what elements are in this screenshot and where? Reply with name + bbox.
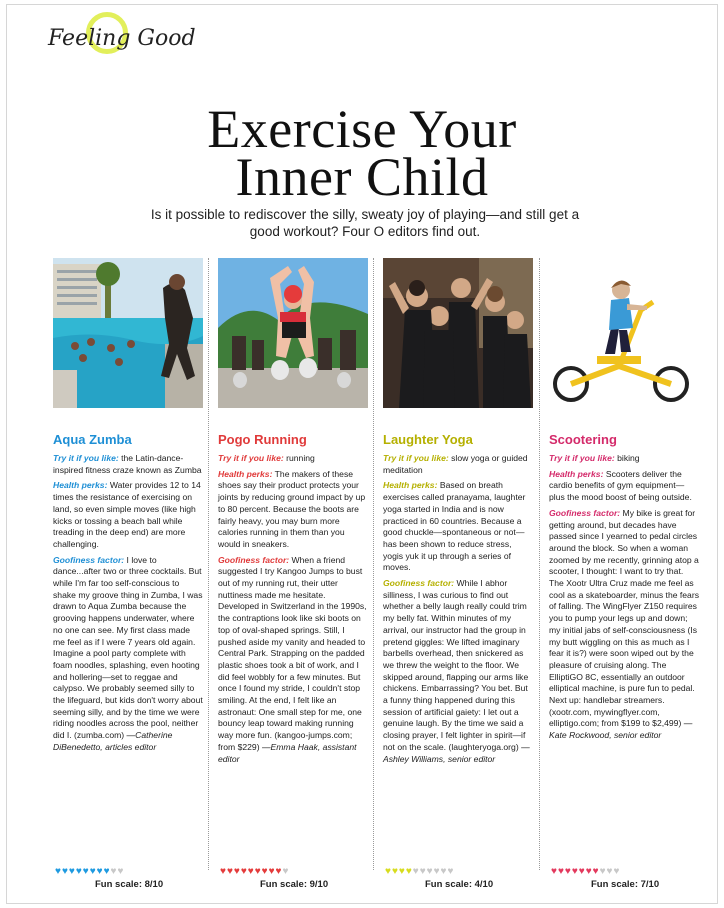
try-text: biking bbox=[614, 453, 640, 463]
byline: —Kate Rockwood, senior editor bbox=[549, 718, 693, 741]
heart-icon: ♥ bbox=[82, 866, 90, 877]
column-pogo-running bbox=[218, 258, 368, 769]
try-label: Try it if you like: bbox=[383, 453, 449, 463]
try-label: Try it if you like: bbox=[549, 453, 615, 463]
column-scootering bbox=[549, 258, 699, 746]
heart-icon: ♥ bbox=[254, 866, 262, 877]
heart-icon: ♥ bbox=[96, 866, 104, 877]
section-tag: Feeling Good bbox=[48, 26, 196, 51]
heart-icon: ♥ bbox=[68, 866, 76, 877]
fun-scale-hearts bbox=[551, 866, 620, 877]
fun-scale-label: Fun scale: 7/10 bbox=[591, 879, 660, 890]
try-text: the Latin-dance-inspired fitness craze known as Zumba bbox=[53, 453, 202, 475]
headline-line-1: Exercise Your bbox=[207, 99, 517, 159]
heart-icon: ♥ bbox=[557, 866, 565, 877]
fun-scale-label: Fun scale: 9/10 bbox=[260, 879, 329, 890]
heart-icon: ♥ bbox=[117, 866, 125, 877]
heart-icon: ♥ bbox=[578, 866, 586, 877]
fun-scale-hearts bbox=[220, 866, 289, 877]
column-aqua-zumba bbox=[53, 258, 203, 758]
goofiness-text: While I abhor silliness, I was curious to find out whether a belly laugh really could trim my belly fat. Within minutes of my arrival, our instructor had the group in pretend giggles: We lifted imaginary barbells overhead, then snickered as we threw the weight to the floor. We skipped around, flapping our arms like chickens. Embarrassing? You bet. But a funny thing happened during this session of artificial gaiety: I let out a genuine laugh. By the time we said a closing prayer, I felt lighter in spirit—if not on the scale. (laughteryoga.org) bbox=[383, 578, 529, 752]
goofiness-label: Goofiness factor: bbox=[383, 578, 455, 589]
heart-icon: ♥ bbox=[585, 866, 593, 877]
heart-icon: ♥ bbox=[571, 866, 579, 877]
heart-icon: ♥ bbox=[405, 866, 413, 877]
heart-icon: ♥ bbox=[592, 866, 600, 877]
heart-icon: ♥ bbox=[412, 866, 420, 877]
article-body bbox=[218, 453, 368, 765]
heart-icon: ♥ bbox=[282, 866, 290, 877]
heart-icon: ♥ bbox=[226, 866, 234, 877]
heart-icon: ♥ bbox=[247, 866, 255, 877]
column-divider bbox=[208, 258, 209, 870]
perks-text: Water provides 12 to 14 times the resistance of exercising on land, so even simple moves (like high kicks or tossing a beach ball while treading in the deep end) are more challenging. bbox=[53, 480, 201, 549]
activity-title: Pogo Running bbox=[218, 432, 307, 447]
heart-icon: ♥ bbox=[606, 866, 614, 877]
perks-text: The makers of these shoes say their product protects your joints by reducing ground impact by up to 80 percent. Because the boots are fairly heavy, you may burn more calories running in them than you would in sneakers. bbox=[218, 468, 366, 549]
heart-icon: ♥ bbox=[433, 866, 441, 877]
heart-icon: ♥ bbox=[551, 866, 558, 877]
article-body bbox=[53, 453, 203, 754]
perks-label: Health perks: bbox=[53, 480, 108, 491]
goofiness-text: I love to dance...after two or three cocktails. But while I'm far too self-conscious to shake my groove thing in Zumba, I was drawn to Aqua Zumba because the grooving happens underwater, where no one can see. My first class made me feel as if I were 7 years old again. Imagine a pool party complete with foam noodles, splashing, even hooting and hollering—set to reggae and calypso. We probably seemed silly to the lifeguard, but kids don't worry about seeming silly, and by the time we were riding noodles across the pool, neither did I. (zumba.com) bbox=[53, 554, 203, 741]
fun-scale-label: Fun scale: 4/10 bbox=[425, 879, 494, 890]
heart-icon: ♥ bbox=[447, 866, 455, 877]
try-text: slow yoga or guided meditation bbox=[383, 453, 528, 475]
perks-label: Health perks: bbox=[549, 468, 604, 479]
heart-icon: ♥ bbox=[61, 866, 69, 877]
activity-title: Aqua Zumba bbox=[53, 432, 132, 447]
try-text: running bbox=[283, 453, 315, 463]
fun-scale-hearts bbox=[385, 866, 454, 877]
heart-icon: ♥ bbox=[398, 866, 406, 877]
fun-scale-label: Fun scale: 8/10 bbox=[95, 879, 164, 890]
column-laughter-yoga bbox=[383, 258, 533, 769]
heart-icon: ♥ bbox=[391, 866, 399, 877]
pogo-running-photo bbox=[218, 258, 368, 408]
laughter-yoga-photo bbox=[383, 258, 533, 408]
heart-icon: ♥ bbox=[426, 866, 434, 877]
perks-label: Health perks: bbox=[383, 480, 438, 491]
activity-title: Laughter Yoga bbox=[383, 432, 473, 447]
article-body bbox=[383, 453, 533, 765]
perks-text: Based on breath exercises called pranayama, laughter yoga started in India and is now practiced in 60 countries. Because a good chuckle—spontaneous or not—has been shown to reduce stress, yogis yuk it up through a series of moves. bbox=[383, 480, 526, 573]
goofiness-label: Goofiness factor: bbox=[218, 554, 290, 565]
goofiness-label: Goofiness factor: bbox=[53, 554, 125, 565]
heart-icon: ♥ bbox=[103, 866, 111, 877]
heart-icon: ♥ bbox=[220, 866, 227, 877]
goofiness-label: Goofiness factor: bbox=[549, 507, 621, 518]
heart-icon: ♥ bbox=[75, 866, 83, 877]
perks-text: Scooters deliver the cardio benefits of gym equipment—plus the mood boost of being outside. bbox=[549, 468, 692, 503]
scootering-photo bbox=[549, 258, 699, 408]
heart-icon: ♥ bbox=[275, 866, 283, 877]
byline: —Emma Haak, assistant editor bbox=[218, 741, 357, 764]
dek: Is it possible to rediscover the silly, sweaty joy of playing—and still get a good workout? Four O editors find out. bbox=[150, 207, 580, 239]
headline-line-2: Inner Child bbox=[235, 147, 489, 207]
goofiness-text: My bike is great for getting around, but decades have passed since I yearned to pedal circles around the block. So when a woman zoomed by me recently, grinning atop a scooter, I thought: I want to try that. The Xootr Ultra Cruz made me feel as cool as a skateboarder, minus the fears of falling. The WingFlyer Z150 requires you to pump your legs up and down; my initial jabs of self-consciousness (Is my butt wiggling on this as much as I fear it is?) were soon wiped out by the pleasure of cruising along. The ElliptiGO 8C, essentially an outdoor elliptical machine, is pure fun to pedal. Next up: handlebar streamers. (xootr.com, mywingflyer.com, elliptigo.com; from $199 to $2,499) bbox=[549, 507, 699, 729]
fun-scale-hearts bbox=[55, 866, 124, 877]
activity-title: Scootering bbox=[549, 432, 617, 447]
heart-icon: ♥ bbox=[233, 866, 241, 877]
column-divider bbox=[539, 258, 540, 870]
perks-label: Health perks: bbox=[218, 468, 273, 479]
goofiness-text: When a friend suggested I try Kangoo Jumps to bust out of my running rut, their utter nuttiness made me hesitate. Developed in Switzerland in the 1990s, the contraptions look like ski boots on top of oval-shaped springs. Still, I pushed aside my vanity and headed to Central Park. Strapping on the padded plastic shoes took a bit of work, and I did feel wobbly for a few minutes. But once I found my stride, I couldn't stop smiling. At the end, I felt like an astronaut: One small step for me, one bouncy leap toward making running way more fun. (kangoo-jumps.com; from $229) bbox=[218, 554, 367, 752]
heart-icon: ♥ bbox=[110, 866, 118, 877]
heart-icon: ♥ bbox=[613, 866, 621, 877]
try-label: Try it if you like: bbox=[53, 453, 119, 463]
aqua-zumba-photo bbox=[53, 258, 203, 408]
heart-icon: ♥ bbox=[564, 866, 572, 877]
heart-icon: ♥ bbox=[55, 866, 62, 877]
byline: —Ashley Williams, senior editor bbox=[383, 741, 530, 764]
column-divider bbox=[373, 258, 374, 870]
heart-icon: ♥ bbox=[240, 866, 248, 877]
try-label: Try it if you like: bbox=[218, 453, 284, 463]
byline: —Catherine DiBenedetto, articles editor bbox=[53, 730, 173, 752]
heart-icon: ♥ bbox=[89, 866, 97, 877]
heart-icon: ♥ bbox=[261, 866, 269, 877]
heart-icon: ♥ bbox=[385, 866, 392, 877]
article-body bbox=[549, 453, 699, 742]
heart-icon: ♥ bbox=[419, 866, 427, 877]
heart-icon: ♥ bbox=[440, 866, 448, 877]
heart-icon: ♥ bbox=[599, 866, 607, 877]
heart-icon: ♥ bbox=[268, 866, 276, 877]
